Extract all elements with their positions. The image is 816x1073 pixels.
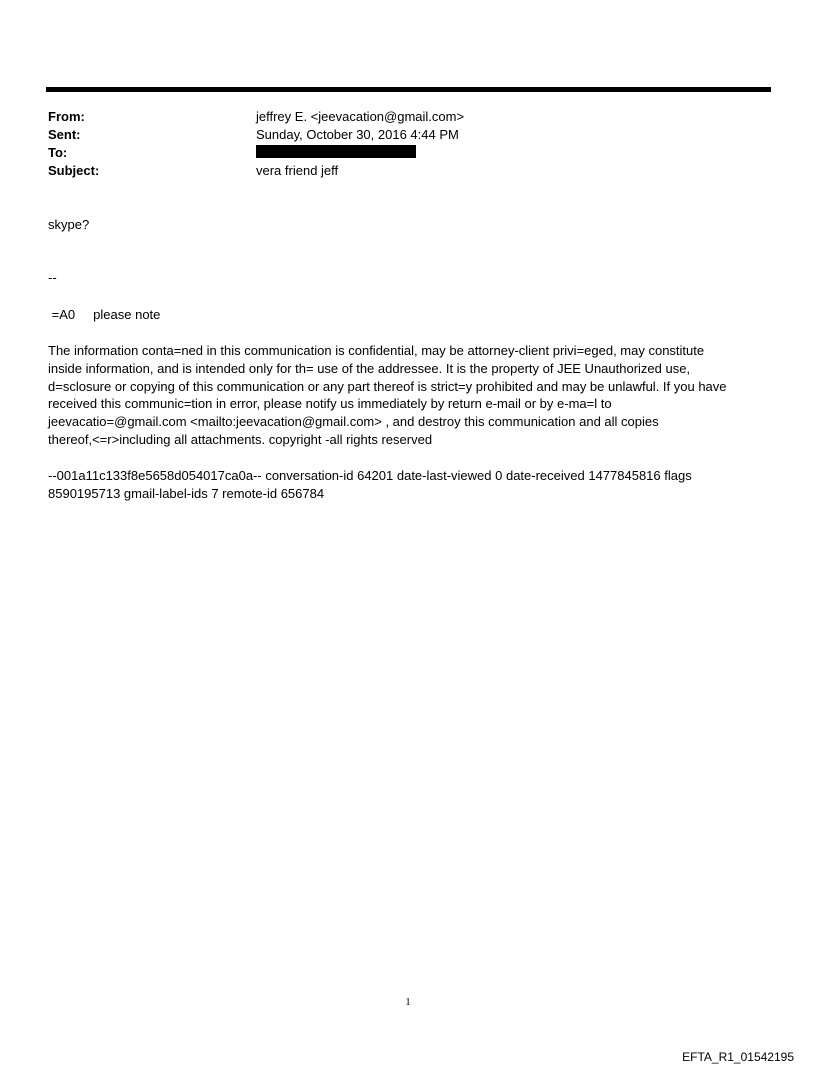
- greeting: skype?: [48, 217, 90, 232]
- metadata-line: --001a11c133f8e5658d054017ca0a-- conversation-id 64201 date-last-viewed 0 date-received 1477845816 flags: [48, 468, 692, 483]
- disclaimer-line: jeevacatio=@gmail.com <mailto:jeevacation@gmail.com> , and destroy this communication and all copies: [48, 414, 659, 430]
- note-line: =A0 please note: [48, 307, 161, 322]
- signature-separator: --: [48, 270, 57, 285]
- metadata-paragraph: [48, 467, 768, 503]
- disclaimer-line: inside information, and is intended only for th= use of the addressee. It is the property of JEE Unauthorized use,: [48, 360, 691, 376]
- metadata-line: 8590195713 gmail-label-ids 7 remote-id 656784: [48, 485, 325, 501]
- to-label: To:: [48, 145, 68, 160]
- disclaimer-line: thereof,<=r>including all attachments. copyright -all rights reserved: [48, 431, 433, 447]
- from-value: jeffrey E. <jeevacation@gmail.com>: [256, 109, 465, 124]
- subject-label: Subject:: [48, 163, 100, 178]
- subject-value: vera friend jeff: [256, 163, 339, 178]
- sent-value: Sunday, October 30, 2016 4:44 PM: [256, 127, 459, 142]
- page-number: 1: [405, 996, 411, 1008]
- bates-number: EFTA_R1_01542195: [682, 1050, 794, 1064]
- from-label: From:: [48, 109, 85, 124]
- disclaimer-line: d=sclosure or copying of this communication or any part thereof is strict=y prohibited and may be unlawful. If you have: [48, 378, 727, 394]
- redaction-bar: [256, 145, 416, 158]
- disclaimer-line: The information conta=ned in this communication is confidential, may be attorney-client privi=eged, may constitute: [48, 343, 705, 358]
- disclaimer-line: received this communic=tion in error, please notify us immediately by return e-mail or by e-ma=l to: [48, 396, 612, 412]
- header-rule: [46, 87, 771, 92]
- sent-label: Sent:: [48, 127, 81, 142]
- disclaimer-paragraph: [48, 342, 768, 449]
